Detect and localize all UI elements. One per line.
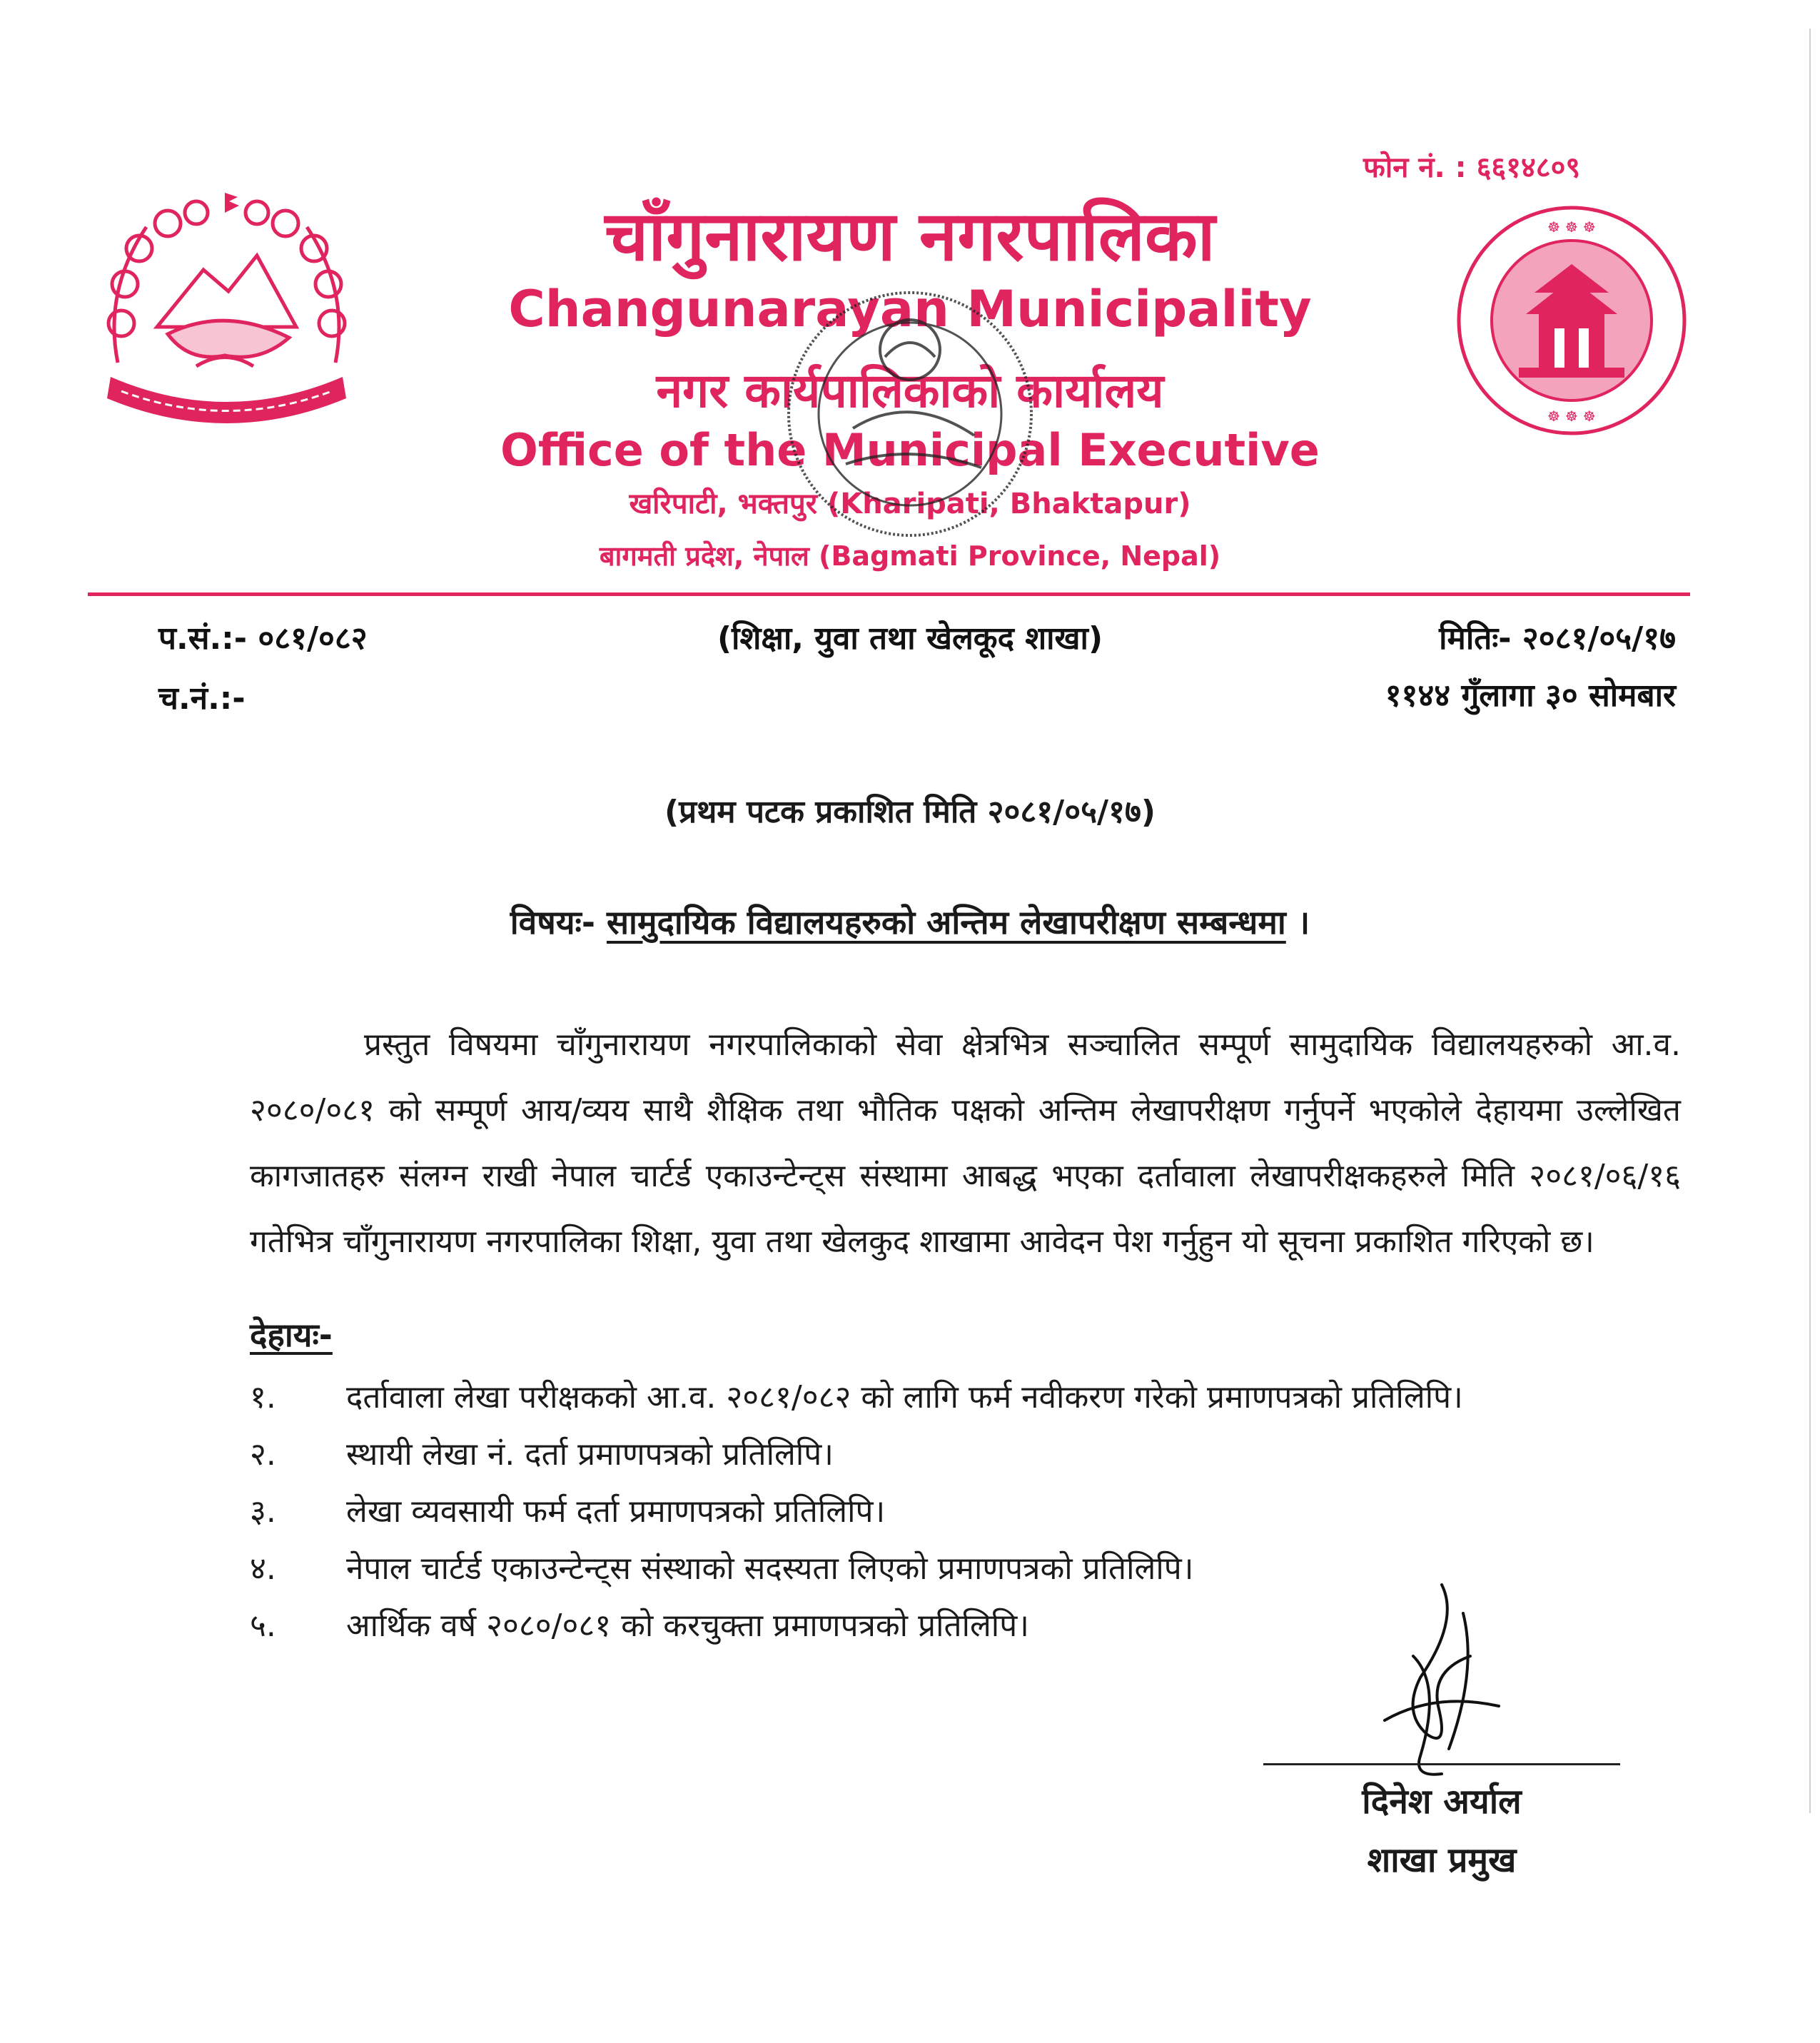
list-heading: देहायः- [250,1316,333,1354]
address-line-1: खरिपाटी, भक्तपुर (Kharipati, Bhaktapur) [629,488,1191,520]
subject-line [0,899,1820,944]
list-item-number: २. [250,1436,276,1473]
section-name: (शिक्षा, युवा तथा खेलकूद शाखा) [717,620,1103,657]
municipality-seal-icon [1455,203,1689,438]
nepal-sambat-date: ११४४ गुँलागा ३० सोमबार [1385,677,1676,714]
svg-text:☸ ☸ ☸: ☸ ☸ ☸ [1547,218,1596,236]
municipality-title-nepali: चाँगुनारायण नगरपालिका [605,196,1215,276]
list-item-number: ३. [250,1493,276,1530]
reference-number: प.सं.:- ०८१/०८२ [158,620,368,657]
list-item-text: दर्तावाला लेखा परीक्षकको आ.व. २०८१/०८२ को लागि फर्म नवीकरण गरेको प्रमाणपत्रको प्रतिलिपि। [346,1379,1463,1416]
list-item-text: स्थायी लेखा नं. दर्ता प्रमाणपत्रको प्रतिलिपि। [346,1436,834,1473]
list-item-number: १. [250,1379,276,1416]
signatory-name: दिनेश अर्याल [1362,1782,1522,1822]
list-item-text: लेखा व्यवसायी फर्म दर्ता प्रमाणपत्रको प्रतिलिपि। [346,1493,886,1530]
phone-number: फोन नं. : ६६१४८०९ [1363,151,1581,184]
dispatch-number: च.नं.:- [158,680,246,717]
letterhead-divider [88,592,1690,596]
office-title-nepali: नगर कार्यपालिकाको कार्यालय [656,363,1164,418]
address-line-2: बागमती प्रदेश, नेपाल (Bagmati Province, Nepal) [599,540,1221,572]
signature-line [1263,1763,1620,1765]
municipality-title-english: Changunarayan Municipality [508,280,1312,338]
list-item [250,1367,1713,1424]
list-item-text: आर्थिक वर्ष २०८०/०८१ को करचुक्ता प्रमाणपत्रको प्रतिलिपि। [346,1608,1029,1644]
list-item [250,1481,1713,1538]
list-item [250,1424,1713,1481]
signatory-title: शाखा प्रमुख [1367,1840,1517,1880]
subject-text: सामुदायिक विद्यालयहरुको अन्तिम लेखापरीक्षण सम्बन्धमा [606,903,1286,942]
issue-date: मितिः- २०८१/०५/१७ [1439,620,1676,657]
list-item-number: ४. [250,1550,276,1587]
subject-label: विषयः- [510,903,595,942]
svg-text:☸ ☸ ☸: ☸ ☸ ☸ [1547,408,1596,425]
notice-body: प्रस्तुत विषयमा चाँगुनारायण नगरपालिकाको सेवा क्षेत्रभित्र सञ्चालित सम्पूर्ण सामुदायिक विद्यालयहरुको आ.व. २०८०/०८१ को सम्पूर्ण आय/व्यय साथै शैक्षिक तथा भौतिक पक्षको अन्तिम लेखापरीक्षण गर्नुपर्ने भएकोले देहायमा उल्लेखित कागजातहरु संलग्न राखी नेपाल चार्टर्ड एकाउन्टेन्ट्स संस्थामा आबद्ध भएका दर्तावाला लेखापरीक्षकहरुले मिति २०८१/०६/१६ गतेभित्र चाँगुनारायण नगरपालिका शिक्षा, युवा तथा खेलकुद शाखामा आवेदन पेश गर्नुहुन यो सूचना प्रकाशित गरिएको छ। [250,1026,1681,1260]
handwritten-signature-icon [1335,1570,1549,1785]
office-title-english: Office of the Municipal Executive [500,424,1320,476]
list-item-number: ५. [250,1608,276,1644]
first-published-date: (प्रथम पटक प्रकाशित मिति २०८१/०५/१७) [664,794,1156,830]
list-item-text: नेपाल चार्टर्ड एकाउन्टेन्ट्स संस्थाको सदस्यता लिएको प्रमाणपत्रको प्रतिलिपि। [346,1550,1194,1587]
subject-end: । [1297,903,1310,942]
office-stamp-icon [767,271,1053,557]
